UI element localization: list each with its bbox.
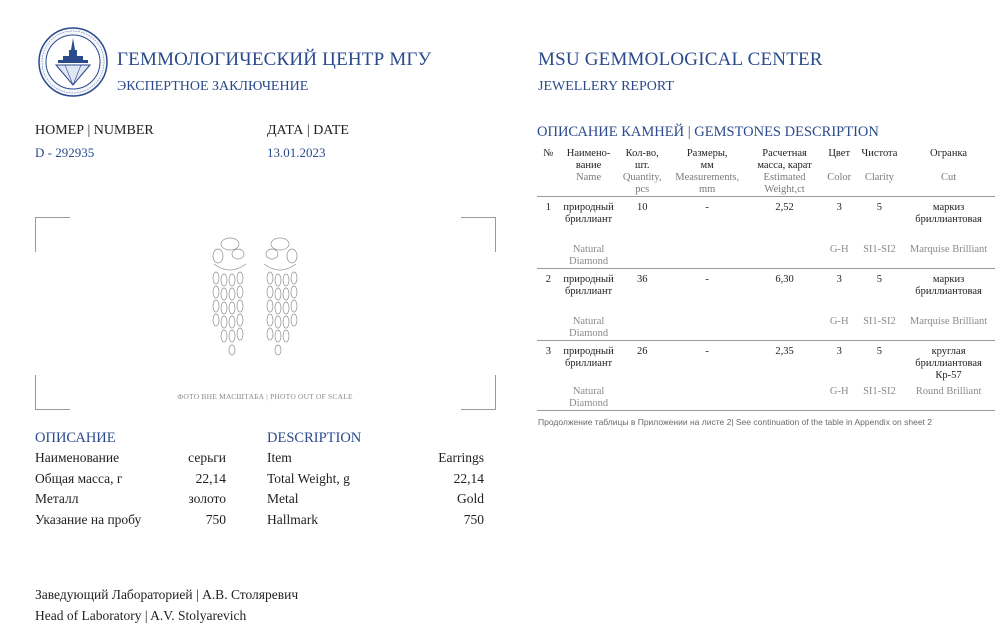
report-number-value: D - 292935 (35, 145, 95, 160)
table-continuation-note: Продолжение таблицы в Приложении на листе 2| See continuation of the table in Appendix on sheet 2 (538, 417, 933, 427)
org-title-en: MSU GEMMOLOGICAL CENTER (538, 49, 823, 70)
table-row: 3 природный бриллиант 26 - 2,35 3 5 круглая бриллиантовая Кр-57 (545, 346, 982, 381)
table-row-en: Natural Diamond G-H SI1-SI2 Marquise Brilliant (569, 316, 988, 339)
gemstones-title: ОПИСАНИЕ КАМНЕЙ | GEMSTONES DESCRIPTION (537, 124, 879, 140)
description-en-list (267, 450, 484, 532)
description-en-title: DESCRIPTION (267, 430, 362, 446)
description-ru-row: Общая масса, г 22,14 (35, 470, 226, 486)
table-row-en: Natural Diamond G-H SI1-SI2 Round Brilliant (569, 386, 982, 409)
report-date-value: 13.01.2023 (267, 145, 326, 160)
description-en-row: Metal Gold (267, 491, 484, 506)
report-number-label: НОМЕР | NUMBER (35, 123, 154, 138)
photo-caption: ФОТО ВНЕ МАСШТАБА | PHOTO OUT OF SCALE (177, 392, 353, 401)
description-ru-row: Указание на пробу 750 (35, 511, 226, 527)
gemstones-table (537, 148, 995, 411)
description-ru-title: ОПИСАНИЕ (35, 430, 116, 446)
signature-ru: Заведующий Лабораторией | А.В. Столяревич (35, 587, 299, 602)
table-row: 1 природный бриллиант 10 - 2,52 3 5 маркиз бриллиантовая (545, 202, 982, 225)
description-en-row: Item Earrings (267, 450, 484, 465)
earrings-photo (200, 230, 310, 360)
description-en-row: Total Weight, g 22,14 (267, 470, 484, 486)
description-ru-row: Металл золото (35, 491, 226, 506)
description-ru-list (35, 450, 226, 532)
description-ru-row: Наименование серьги (35, 450, 226, 465)
table-header-ru: № Наимено- вание Кол-во, шт. Размеры, мм Расчетная масса, карат Цвет Чистота Огранка (543, 148, 968, 171)
doc-type-ru: ЭКСПЕРТНОЕ ЗАКЛЮЧЕНИЕ (117, 79, 309, 94)
table-row-en: Natural Diamond G-H SI1-SI2 Marquise Brilliant (569, 244, 988, 267)
doc-type-en: JEWELLERY REPORT (538, 79, 674, 94)
table-row: 2 природный бриллиант 36 - 6,30 3 5 маркиз бриллиантовая (545, 274, 982, 297)
description-en-row: Hallmark 750 (267, 511, 484, 527)
signature-en: Head of Laboratory | A.V. Stolyarevich (35, 608, 247, 623)
report-date-label: ДАТА | DATE (267, 123, 349, 138)
university-seal-icon (38, 27, 108, 97)
org-title-ru: ГЕММОЛОГИЧЕСКИЙ ЦЕНТР МГУ (117, 49, 432, 70)
table-header-en: Name Quantity, pcs Measurements, mm Estimated Weight,ct Color Clarity Cut (576, 172, 957, 195)
